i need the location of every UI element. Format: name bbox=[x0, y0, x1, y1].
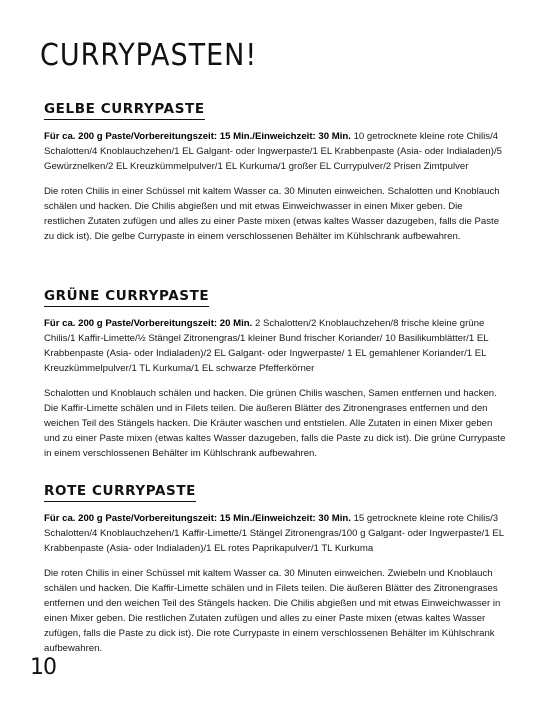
ingredients-text bbox=[44, 511, 506, 556]
section-title: GRÜNE CURRYPASTE bbox=[44, 288, 209, 307]
section-yellow-curry bbox=[44, 100, 506, 244]
ingredients-list: 2 Schalotten/2 Knoblauchzehen/8 frische kleine grüne Chilis/1 Kaffir-Limette/½ Stängel Zitronengras/1 kleiner Bund frischer Koriander/ 10 Basilikumblätter/1 EL Krabbenpaste (Asia- oder Indialaden)/2 EL Galgant- oder Ingwerpaste/ 1 EL gemahlener Koriander/1 EL Kreuzkümmelpulver/1 TL Kurkuma/1 EL schwarze Pfefferkörner bbox=[44, 318, 489, 374]
ingredients-text bbox=[44, 129, 506, 174]
instructions-text: Die roten Chilis in einer Schüssel mit kaltem Wasser ca. 30 Minuten einweichen. Zwiebeln und Knoblauch schälen und hacken. Die Kaffir-Limette schälen und in Filets teilen. Die äußeren Blätter des Zitronengrases entfernen und den weichen Teil des Stängels hacken. Die Chilis abgießen und mit etwas Einweichwasser in einen Mixer geben. Die restlichen Zutaten zufügen und alles zu einer Paste mixen (etwas kaltes Wasser zufügen, falls die Paste zu dick ist). Die rote Currypaste in einem verschlossenen Behälter im Kühlschrank aufbewahren. bbox=[44, 568, 501, 654]
section-title: GELBE CURRYPASTE bbox=[44, 101, 205, 120]
page-number: 10 bbox=[30, 655, 56, 680]
section-title: ROTE CURRYPASTE bbox=[44, 483, 196, 502]
ingredients-list: 15 getrocknete kleine rote Chilis/3 Schalotten/4 Knoblauchzehen/1 Kaffir-Limette/1 Stängel Zitronengras/100 g Galgant- oder Ingwerpaste/1 EL Krabbenpaste (Asia- oder Indialaden)/1 EL rotes Paprikapulver/1 TL Kurkuma bbox=[44, 513, 504, 554]
section-red-curry bbox=[44, 482, 506, 656]
ingredients-heading: Für ca. 200 g Paste/Vorbereitungszeit: 15 Min./Einweichzeit: 30 Min. bbox=[44, 513, 351, 524]
instructions-text: Die roten Chilis in einer Schüssel mit kaltem Wasser ca. 30 Minuten einweichen. Schalotten und Knoblauch schälen und hacken. Die Chilis abgießen und mit etwas Einweichwasser in einen Mixer geben. Die restlichen Zutaten zufügen und alles zu einer Paste mixen (etwas kaltes Wasser dazugeben, falls die Paste zu dick ist). Die gelbe Currypaste in einem verschlossenen Behälter im Kühlschrank aufbewahren. bbox=[44, 186, 500, 242]
page-title: CURRYPASTEN! bbox=[40, 38, 258, 73]
ingredients-text bbox=[44, 316, 506, 376]
ingredients-heading: Für ca. 200 g Paste/Vorbereitungszeit: 20 Min. bbox=[44, 318, 253, 329]
ingredients-heading: Für ca. 200 g Paste/Vorbereitungszeit: 15 Min./Einweichzeit: 30 Min. bbox=[44, 131, 351, 142]
section-green-curry bbox=[44, 287, 506, 461]
instructions-text: Schalotten und Knoblauch schälen und hacken. Die grünen Chilis waschen, Samen entfernen und hacken. Die Kaffir-Limette schälen und in Filets teilen. Die äußeren Blätter des Zitronengrases entfernen und den weichen Teil des Stängels hacken. Die Kräuter waschen und entstielen. Alle Zutaten in einen Mixer geben und zu einer Paste mixen (etwas kaltes Wasser dazugeben, falls die Paste zu dick ist). Die grüne Currypaste in einem verschlossenen Behälter im Kühlschrank aufbewahren. bbox=[44, 388, 506, 459]
ingredients-list: 10 getrocknete kleine rote Chilis/4 Schalotten/4 Knoblauchzehen/1 EL Galgant- oder Ingwerpaste/1 EL Krabbenpaste (Asia- oder Indialaden)/5 Gewürznelken/2 EL Kreuzkümmelpulver/1 EL Kurkuma/1 großer EL Currypulver/2 Prisen Zimtpulver bbox=[44, 131, 502, 172]
